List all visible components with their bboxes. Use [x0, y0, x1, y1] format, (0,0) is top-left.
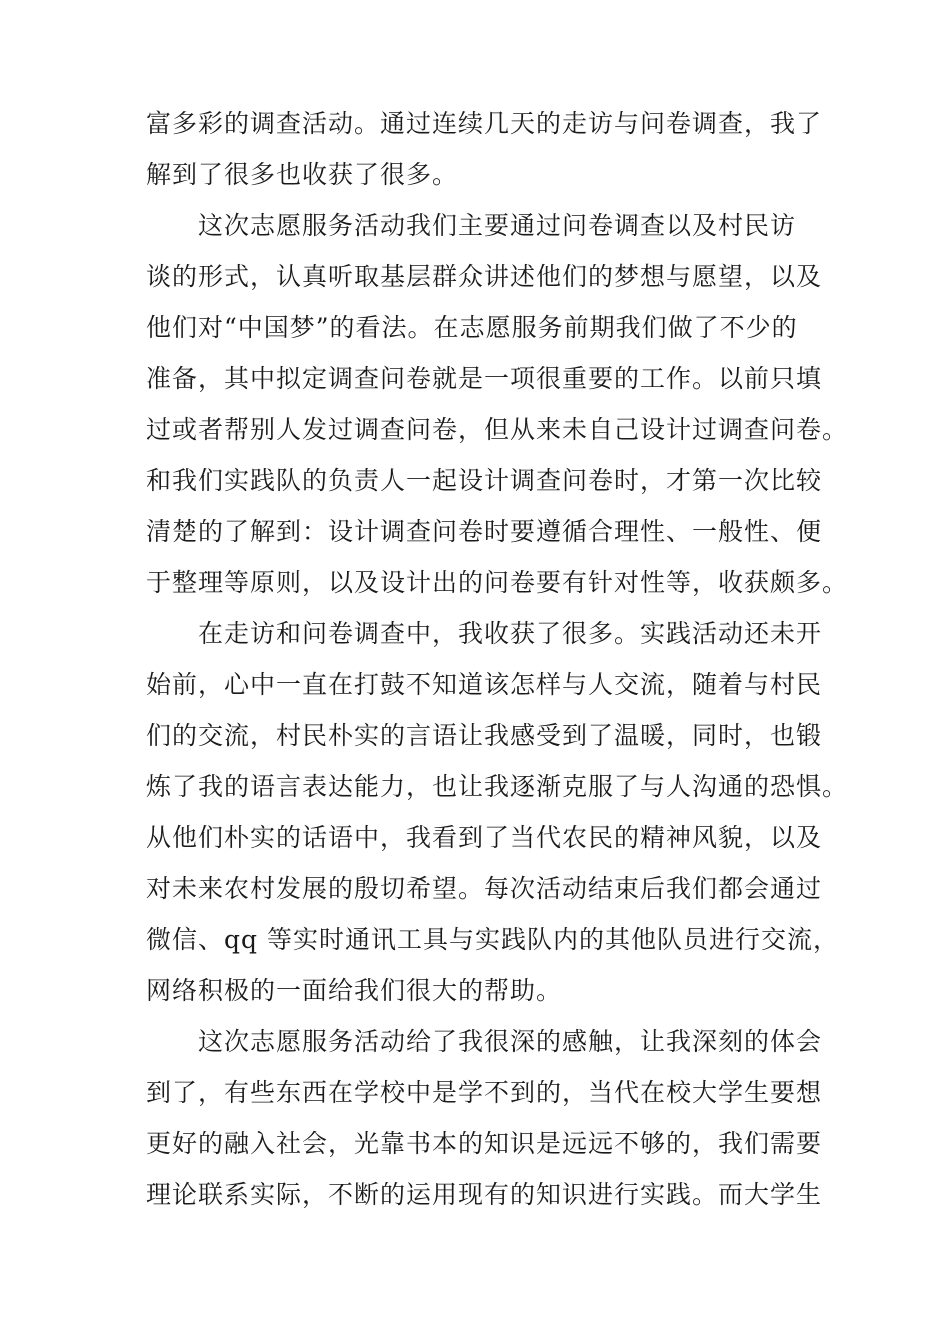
text-line: 于整理等原则，以及设计出的问卷要有针对性等，收获颇多。: [146, 568, 849, 597]
text-line: 过或者帮别人发过调查问卷，但从来未自己设计过调查问卷。: [146, 415, 849, 444]
text-line: 解到了很多也收获了很多。: [146, 160, 459, 189]
document-body: [146, 98, 849, 1220]
text-line: 富多彩的调查活动。通过连续几天的走访与问卷调查，我了: [146, 109, 823, 138]
paragraph-first-line: 这次志愿服务活动给了我很深的感触，让我深刻的体会: [198, 1027, 823, 1056]
text-line: 准备，其中拟定调查问卷就是一项很重要的工作。以前只填: [146, 364, 823, 393]
text-line: 清楚的了解到：设计调查问卷时要遵循合理性、一般性、便: [146, 517, 823, 546]
text-line: 始前，心中一直在打鼓不知道该怎样与人交流，随着与村民: [146, 670, 823, 699]
text-line: 理论联系实际，不断的运用现有的知识进行实践。而大学生: [146, 1180, 823, 1209]
paragraph-first-line: 在走访和问卷调查中，我收获了很多。实践活动还未开: [198, 619, 823, 648]
text-line: 炼了我的语言表达能力，也让我逐渐克服了与人沟通的恐惧。: [146, 772, 849, 801]
paragraph-first-line: 这次志愿服务活动我们主要通过问卷调查以及村民访: [198, 211, 797, 240]
text-line: 和我们实践队的负责人一起设计调查问卷时，才第一次比较: [146, 466, 823, 495]
text-line: 谈的形式，认真听取基层群众讲述他们的梦想与愿望，以及: [146, 262, 823, 291]
text-line: 更好的融入社会，光靠书本的知识是远远不够的，我们需要: [146, 1129, 823, 1158]
text-line: 微信、qq 等实时通讯工具与实践队内的其他队员进行交流，: [146, 925, 839, 954]
text-line: 们的交流，村民朴实的言语让我感受到了温暖，同时，也锻: [146, 721, 823, 750]
text-line: 他们对“中国梦”的看法。在志愿服务前期我们做了不少的: [146, 313, 798, 342]
text-line: 从他们朴实的话语中，我看到了当代农民的精神风貌，以及: [146, 823, 823, 852]
text-line: 网络积极的一面给我们很大的帮助。: [146, 976, 563, 1005]
text-line: 到了，有些东西在学校中是学不到的，当代在校大学生要想: [146, 1078, 823, 1107]
text-line: 对未来农村发展的殷切希望。每次活动结束后我们都会通过: [146, 874, 823, 903]
